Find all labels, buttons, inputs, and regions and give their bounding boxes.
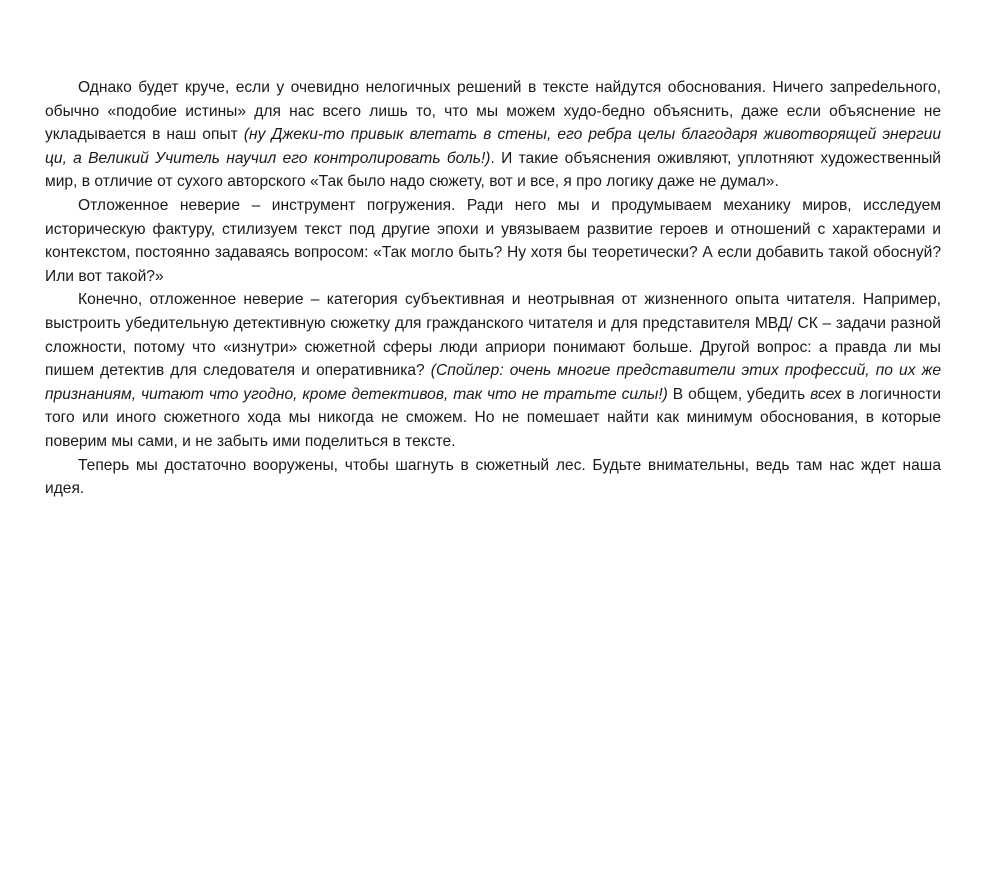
text-segment: В общем, убедить <box>667 385 811 403</box>
paragraph-1 <box>45 76 941 194</box>
text-segment: Отложенное неверие – инструмент погружения. Ради него мы и продумываем механику миров, исследуем историческую фактуру, стилизуем текст под другие эпохи и увязываем развитие героев и отношений с характерами и контекстом, постоянно задаваясь вопросом: «Так могло быть? Ну хотя бы теоретически? А если добавить такой обоснуй? Или вот такой?» <box>45 196 941 285</box>
text-segment: Однако будет круче, если у очевидно нелогичных решений в тексте найдутся обоснования. Ничего запреdельного, обычно «подобие истины» для нас всего лишь то, что мы можем худо-бедно объяснить, даже если объяснение не укладывается в наш опыт <box>45 79 941 144</box>
paragraph-3 <box>45 288 941 453</box>
italic-segment: (Спойлер: очень многие представители этих профессий, по их же признаниям, читают что угодно, кроме детективов, так что не тратьте силы!) <box>45 362 942 403</box>
text-segment: Теперь мы достаточно вооружены, чтобы шагнуть в сюжетный лес. Будьте внимательны, ведь там нас ждет наша идея. <box>45 456 941 498</box>
body-text <box>45 76 941 501</box>
italic-segment: всех <box>810 385 842 403</box>
paragraph-2 <box>45 194 941 288</box>
text-segment: Конечно, отложенное неверие – категория субъективная и неотрывная от жизненного опыта читателя. Например, выстроить убедительную детективную сюжетку для гражданского читателя и для представителя МВД/ СК – задачи разной сложности, потому что «изнутри» сюжетной сферы люди априори понимают больше. Другой вопрос: а правда ли мы пишем детектив для следователя и оперативника? <box>45 291 941 380</box>
text-segment: в логичности того или иного сюжетного хода мы никогда не сможем. Но не помешает найти как минимум обоснования, в которые поверим мы сами, и не забыть ими поделиться в тексте. <box>45 385 941 450</box>
text-segment: . И такие объяснения оживляют, уплотняют художественный мир, в отличие от сухого авторского «Так было надо сюжету, вот и все, я про логику даже не думал». <box>45 149 941 191</box>
italic-segment: (ну Джеки-то привык влетать в стены, его ребра целы благодаря животворящей энергии ци, а Великий Учитель научил его контролировать боль!) <box>45 126 941 167</box>
paragraph-4 <box>45 454 941 501</box>
